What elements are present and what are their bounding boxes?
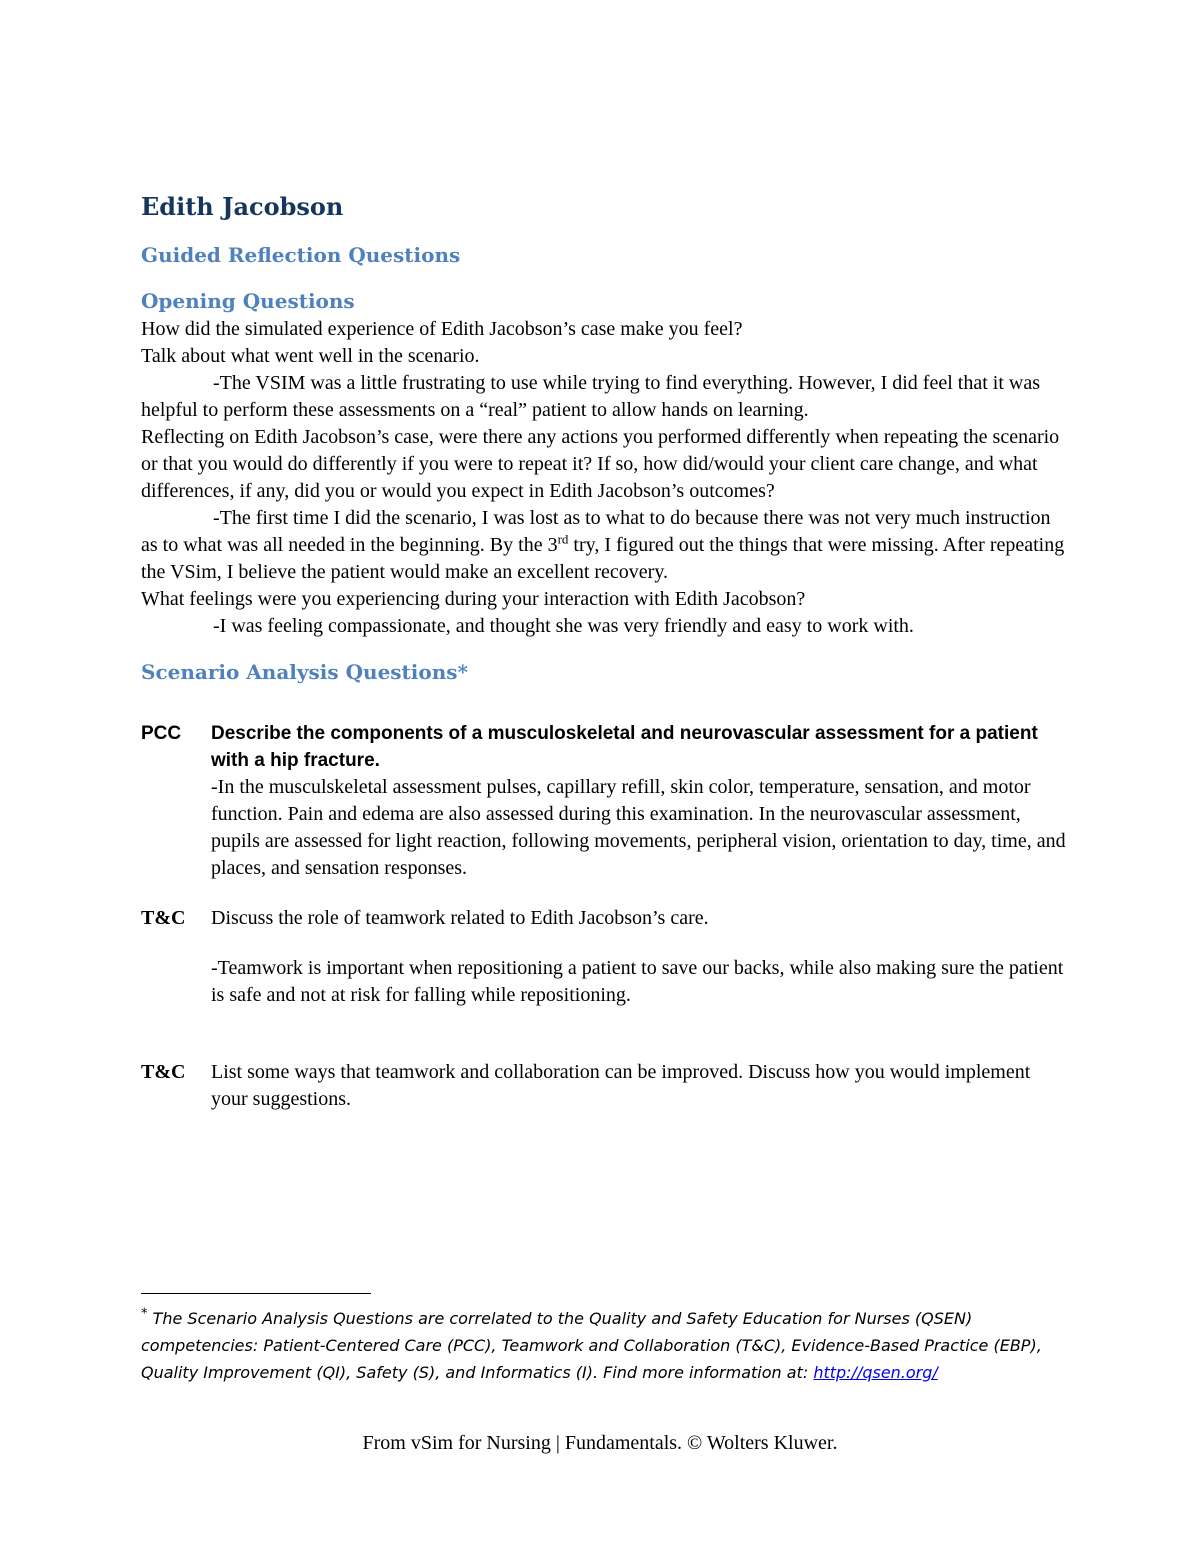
qsen-tag-tc-1: T&C <box>141 907 186 929</box>
opening-question-2: Talk about what went well in the scenario. <box>141 345 480 367</box>
opening-answer-2: -The VSIM was a little frustrating to use while trying to find everything. However, I did feel that it was helpful to perform these assessments on a “real” patient to allow hands on learning. <box>141 372 1040 421</box>
footnote-text: The Scenario Analysis Questions are correlated to the Quality and Safety Education for Nurses (QSEN) competencies: Patient-Centered Care (PCC), Teamwork and Collaboration (T&C), Evidence-Based Practice (EBP), Quality Improvement (QI), Safety (S), and Informatics (I). Find more information at: <box>141 1309 1042 1382</box>
question-pcc-prompt: Describe the components of a musculoskeletal and neurovascular assessment for a patient with a hip fracture. <box>211 723 1038 771</box>
ordinal-superscript: rd <box>557 531 569 547</box>
question-pcc <box>141 720 1071 882</box>
qsen-tag-tc-2: T&C <box>141 1061 186 1083</box>
question-teamwork-role-prompt: Discuss the role of teamwork related to Edith Jacobson’s care. <box>211 907 709 929</box>
question-teamwork-improve <box>141 1059 1071 1113</box>
opening-answer-4: -I was feeling compassionate, and thought she was very friendly and easy to work with. <box>213 615 914 637</box>
section-title-guided-reflection: Guided Reflection Questions <box>141 243 461 267</box>
footnote-separator <box>141 1293 371 1294</box>
answer-3-part-1: -The first time I did the scenario, I was lost as to what to do because there was not very much instruction as to what was all needed in the beginning. By the 3 <box>141 507 1051 556</box>
footnote-marker: * <box>141 1306 148 1322</box>
question-teamwork-improve-body <box>211 1059 1071 1113</box>
heading-opening-questions: Opening Questions <box>141 289 355 313</box>
question-teamwork-role-body <box>211 905 1071 1009</box>
document-title: Edith Jacobson <box>141 192 344 221</box>
question-pcc-body <box>211 720 1071 882</box>
opening-question-3: Reflecting on Edith Jacobson’s case, were there any actions you performed differently when repeating the scenario or that you would do differently if you were to repeat it? If so, how did/would your client care change, and what differences, if any, did you or would you expect in Edith Jacobson’s outcomes? <box>141 426 1060 502</box>
document-content <box>141 190 1071 1113</box>
answer-3-part-2: try, I figured out the things that were missing. After repeating the VSim, I believe the patient would make an excellent recovery. <box>141 534 1065 583</box>
qsen-tag-pcc: PCC <box>141 723 182 744</box>
opening-answer-3 <box>141 505 1071 586</box>
question-teamwork-role-answer: -Teamwork is important when repositioning a patient to save our backs, while also making sure the patient is safe and not at risk for falling while repositioning. <box>211 957 1064 1006</box>
heading-scenario-analysis: Scenario Analysis Questions* <box>141 660 468 684</box>
page-footer: From vSim for Nursing | Fundamentals. © Wolters Kluwer. <box>362 1432 838 1454</box>
opening-question-4: What feelings were you experiencing during your interaction with Edith Jacobson? <box>141 588 806 610</box>
question-teamwork-role <box>141 905 1071 1009</box>
footnote <box>141 1305 1071 1386</box>
question-teamwork-improve-prompt: List some ways that teamwork and collaboration can be improved. Discuss how you would implement your suggestions. <box>211 1061 1031 1110</box>
question-pcc-answer: -In the musculskeletal assessment pulses, capillary refill, skin color, temperature, sensation, and motor function. Pain and edema are also assessed during this examination. In the neurovascular assessment, pupils are assessed for light reaction, following movements, peripheral vision, orientation to day, time, and places, and sensation responses. <box>211 776 1066 879</box>
opening-question-1: How did the simulated experience of Edith Jacobson’s case make you feel? <box>141 318 743 340</box>
qsen-link[interactable]: http://qsen.org/ <box>813 1363 938 1382</box>
